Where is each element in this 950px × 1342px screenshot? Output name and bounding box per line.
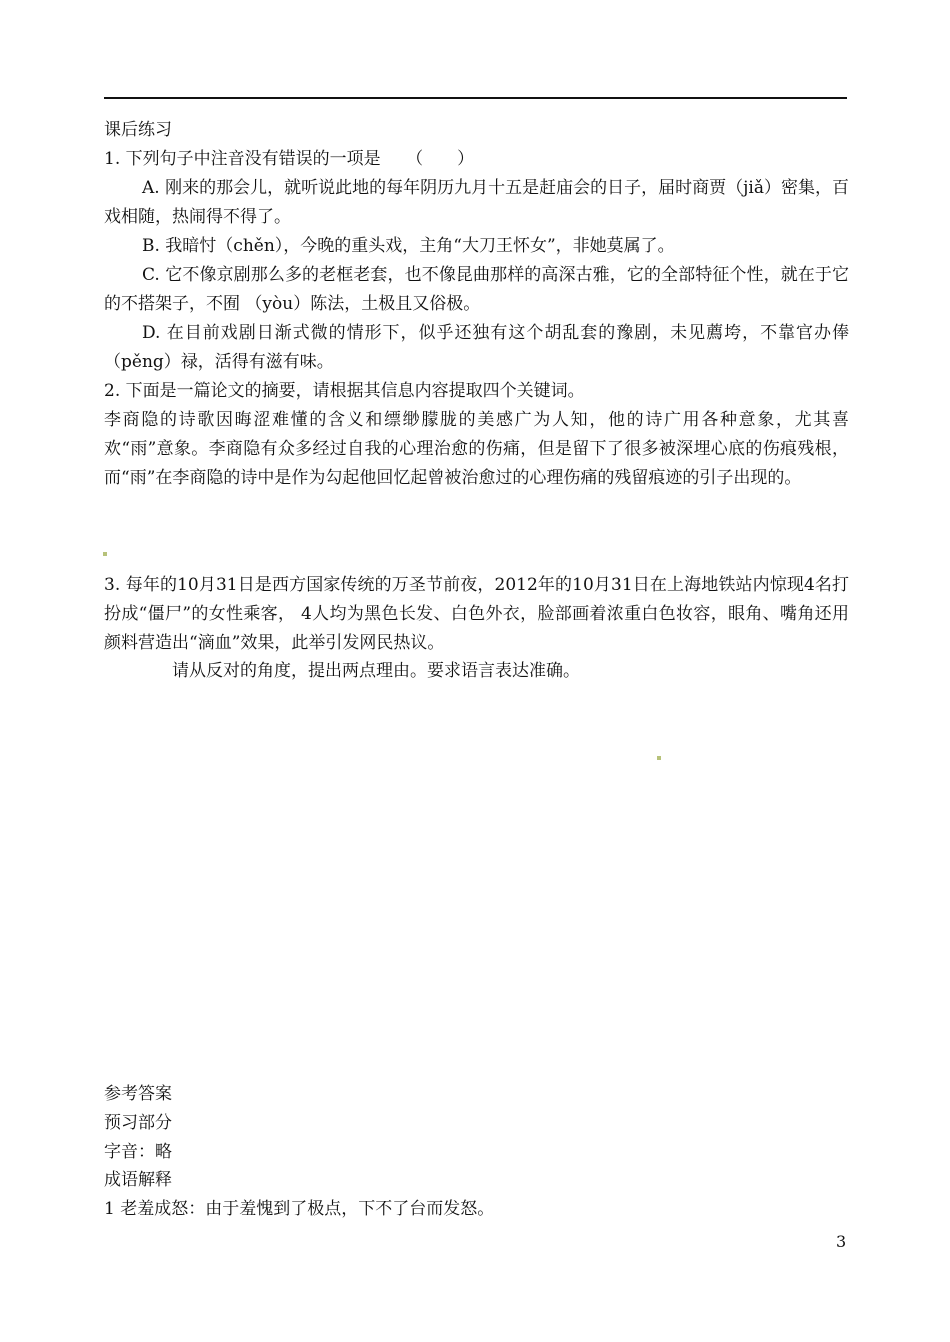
- question-2-abstract: 李商隐的诗歌因晦涩难懂的含义和缥缈朦胧的美感广为人知，他的诗广用各种意象，尤其喜欢“雨”意象。李商隐有众多经过自我的心理治愈的伤痛，但是留下了很多被深埋心底的伤痕残根，而“雨”在李商隐的诗中是作为勾起他回忆起曾被治愈过的心理伤痛的残留痕迹的引子出现的。: [104, 410, 849, 488]
- answers-chengyu-heading: 成语解释: [104, 1170, 172, 1190]
- answers-section: 预习部分: [104, 1113, 172, 1133]
- artifact-dot: [103, 552, 107, 556]
- question-1-option-d: D. 在目前戏剧日渐式微的情形下，似乎还独有这个胡乱套的豫剧，未见薦垮，不靠官办俸（pěng）禄，活得有滋有味。: [104, 323, 849, 372]
- answers-heading: 参考答案: [104, 1084, 172, 1104]
- section-title: 课后练习: [104, 120, 172, 140]
- question-2-stem: 2. 下面是一篇论文的摘要，请根据其信息内容提取四个关键词。: [104, 381, 585, 401]
- page-number: 3: [836, 1232, 847, 1251]
- question-1-option-a: A. 刚来的那会儿，就听说此地的每年阴历九月十五是赶庙会的日子，届时商贾（jiǎ）密集，百戏相随，热闹得不得了。: [104, 178, 849, 227]
- question-1-option-c: C. 它不像京剧那么多的老框老套，也不像昆曲那样的高深古雅，它的全部特征个性，就在于它的不搭架子，不囿 （yòu）陈法，土极且又俗极。: [104, 265, 849, 314]
- answers-zi-yin: 字音：略: [104, 1142, 172, 1162]
- question-3-stem: 3. 每年的10月31日是西方国家传统的万圣节前夜，2012年的10月31日在上海地铁站内惊现4名打扮成“僵尸”的女性乘客， 4人均为黑色长发、白色外衣，脸部画着浓重白色妆容，眼角、嘴角还用颜料营造出“滴血”效果，此举引发网民热议。: [104, 575, 849, 653]
- answers-chengyu-item: 1 老羞成怒：由于羞愧到了极点，下不了台而发怒。: [104, 1199, 495, 1219]
- question-1-stem: 1. 下列句子中注音没有错误的一项是 （ ）: [104, 149, 475, 169]
- header-rule: [104, 97, 847, 99]
- question-1-option-b: B. 我暗忖（chěn），今晚的重头戏，主角“大刀王怀女”，非她莫属了。: [142, 236, 675, 256]
- question-3-prompt: 请从反对的角度，提出两点理由。要求语言表达准确。: [172, 661, 580, 681]
- artifact-dot: [657, 756, 661, 760]
